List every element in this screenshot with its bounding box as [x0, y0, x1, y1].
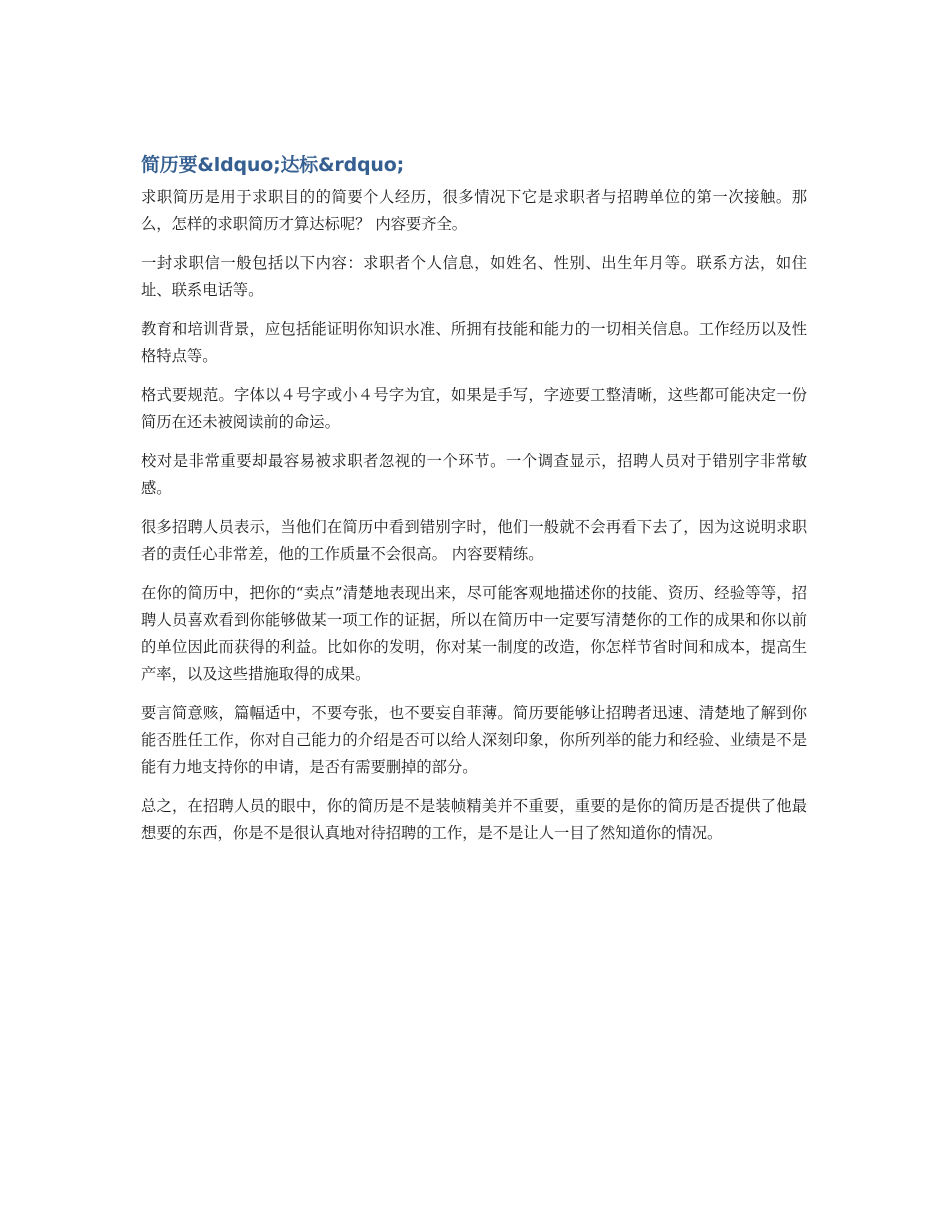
paragraph-format: 格式要规范。字体以４号字或小４号字为宜，如果是手写，字迹要工整清晰，这些都可能决定一份简历在还未被阅读前的命运。 — [141, 386, 807, 431]
paragraph-education-background: 教育和培训背景，应包括能证明你知识水准、所拥有技能和能力的一切相关信息。工作经历以及性格特点等。 — [141, 320, 807, 365]
paragraph-typos: 很多招聘人员表示，当他们在简历中看到错别字时，他们一般就不会再看下去了，因为这说明求职者的责任心非常差，他的工作质量不会很高。 内容要精练。 — [141, 518, 807, 563]
document-page — [141, 150, 807, 859]
paragraph-intro: 求职简历是用于求职目的的简要个人经历，很多情况下它是求职者与招聘单位的第一次接触。那么，怎样的求职简历才算达标呢？ 内容要齐全。 — [141, 188, 807, 233]
paragraph-proofreading: 校对是非常重要却最容易被求职者忽视的一个环节。一个调查显示，招聘人员对于错别字非常敏感。 — [141, 452, 807, 497]
document-title: 简历要&ldquo;达标&rdquo; — [141, 154, 404, 176]
paragraph-conclusion: 总之，在招聘人员的眼中，你的简历是不是装帧精美并不重要，重要的是你的简历是否提供了他最想要的东西，你是不是很认真地对待招聘的工作，是不是让人一目了然知道你的情况。 — [141, 797, 807, 842]
paragraph-selling-points: 在你的简历中，把你的“卖点”清楚地表现出来，尽可能客观地描述你的技能、资历、经验等等，招聘人员喜欢看到你能够做某一项工作的证据，所以在简历中一定要写清楚你的工作的成果和你以前的单位因此而获得的利益。比如你的发明，你对某一制度的改造，你怎样节省时间和成本，提高生产率，以及这些措施取得的成果。 — [141, 584, 807, 683]
paragraph-cover-letter-contents: 一封求职信一般包括以下内容：求职者个人信息，如姓名、性别、出生年月等。联系方法，如住址、联系电话等。 — [141, 254, 807, 299]
paragraph-concise: 要言简意赅，篇幅适中，不要夸张，也不要妄自菲薄。简历要能够让招聘者迅速、清楚地了解到你能否胜任工作，你对自己能力的介绍是否可以给人深刻印象，你所列举的能力和经验、业绩是不是能有力地支持你的申请，是否有需要删掉的部分。 — [141, 704, 807, 776]
